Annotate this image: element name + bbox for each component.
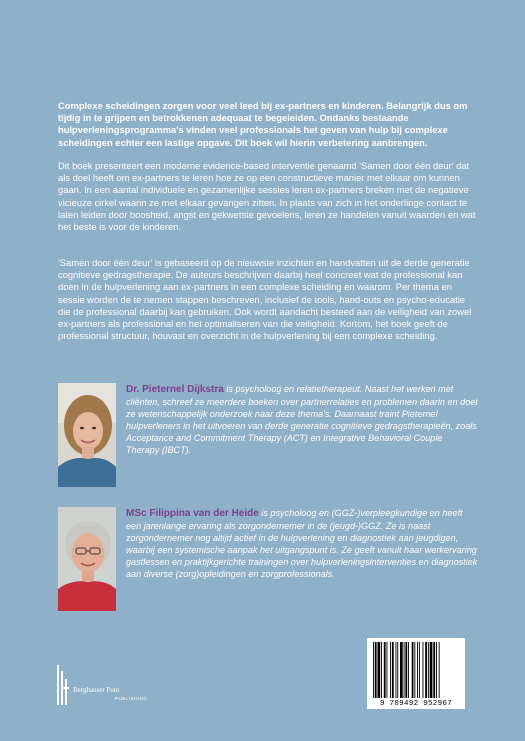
barcode-bar [408, 642, 409, 698]
barcode-bar [433, 642, 435, 698]
barcode-bar [404, 642, 405, 698]
barcode-bar [417, 642, 418, 698]
barcode-bar [384, 642, 386, 698]
publisher-sub: PUBLISHING [115, 696, 148, 701]
barcode-bar [405, 642, 407, 698]
author-photo-1 [58, 383, 116, 487]
description-paragraph-1: Dit boek presenteert een moderne evidence-based interventie genaamd 'Samen door één deur' dat als doel heeft om ex-partners te leren hoe ze op een constructieve manier met elkaar om kunnen gaan. In een aantal individuele en gezamenlijke sessies leren ex-partners breken met de negatieve vicieuze cirkel waarin ze met elkaar gevangen zitten. In plaats van zich in het onderlinge contact te laten leiden door boosheid, angst en gekwetste gevoelens, leren ze handelen vanuit waarden en wat het beste is voor de kinderen. [58, 160, 476, 233]
barcode-bar [381, 642, 382, 698]
publisher-name: Berghauser Pont [73, 686, 120, 694]
author-bio-2 [126, 507, 478, 580]
intro-text: Complexe scheidingen zorgen voor veel leed bij ex-partners en kinderen. Belangrijk dus om tijdig in te grijpen en betrokkenen adequaat te begeleiden. Ondanks bestaande hulpverleningsprogramma's vinden veel professionals het geven van hulp bij complexe scheidingen echter een lastige opgave. Dit boek wil hierin verbetering aanbrengen. [58, 100, 468, 148]
barcode-bars [367, 640, 465, 700]
barcode-bar [436, 642, 437, 698]
author-name-2: MSc Filippina van der Heide [126, 508, 259, 519]
barcode-number: 9 789492 952967 [379, 700, 452, 708]
author-name-1: Dr. Pieternel Dijkstra [126, 384, 224, 395]
barcode-bar [373, 642, 374, 698]
barcode-bar [414, 642, 415, 698]
publisher-logo-icon [55, 665, 71, 705]
barcode-bar [396, 642, 397, 698]
author-bio-1 [126, 383, 478, 456]
barcode-bar [378, 642, 381, 698]
barcode-bar [419, 642, 420, 698]
author-bio-text-1: is psycholoog en relatietherapeut. Naast het werken met cliënten, schreef ze meerdere boeken over partnerrelaties en problemen daarin en doet ze wetenschappelijk onderzoek naar deze thema's. Daarnaast traint Pieternel hulpverleners in het uitvoeren van derde generatie cognitieve gedragstherapieën, zoals Acceptance and Commitment Therapy (ACT) en Integrative Behavioral Couple Therapy (IBCT). [126, 384, 478, 455]
author-bio-text-2: is psycholoog en (GGZ-)verpleegkundige en heeft een jarenlange ervaring als zorgondernemer in de (jeugd-)GGZ. Ze is naast zorgondernemer nog altijd actief in de hulpverlening en diagnostiek aan jeugdigen, waarbij een systemische aanpak het uitgangspunt is. Ze geeft vanuit haar werkervaring gastlessen en praktijkgerichte trainingen over hulpverleningsinterventies en diagnostiek aan diverse (zorg)opleidingen en zorgprofessionals. [126, 508, 478, 579]
barcode-bar [428, 642, 429, 698]
barcode-bar [439, 642, 440, 698]
barcode-bar [392, 642, 394, 698]
publisher-logo [55, 665, 148, 705]
barcode-bar [412, 642, 414, 698]
barcode-bar [375, 642, 377, 698]
isbn-barcode [367, 638, 465, 709]
author-photo-2 [58, 507, 116, 611]
barcode-bar [425, 642, 427, 698]
barcode-bar [387, 642, 388, 698]
barcode-bar [423, 642, 424, 698]
barcode-bar [390, 642, 391, 698]
barcode-bar [430, 642, 433, 698]
description-paragraph-2: 'Samen door één deur' is gebaseerd op de nieuwste inzichten en handvatten uit de derde generatie cognitieve gedragstherapie. De auteurs beschrijven daarbij heel concreet wat de professional kan doen in de hulpverlening aan ex-partners in een complexe scheiding en waarom. Per thema en sessie worden de te nemen stappen beschreven, inclusief de tools, hand-outs en psycho-educatie die de professional daarbij kan gebruiken. Ook wordt aandacht besteed aan de veiligheid van zowel ex-partners als professional en het optimaliseren van die veiligheid. Kortom, het boek geeft de professional structuur, houvast en overzicht in de hulpverlening bij een complexe scheiding. [58, 257, 472, 342]
barcode-bar [400, 642, 403, 698]
barcode-bar [397, 642, 398, 698]
